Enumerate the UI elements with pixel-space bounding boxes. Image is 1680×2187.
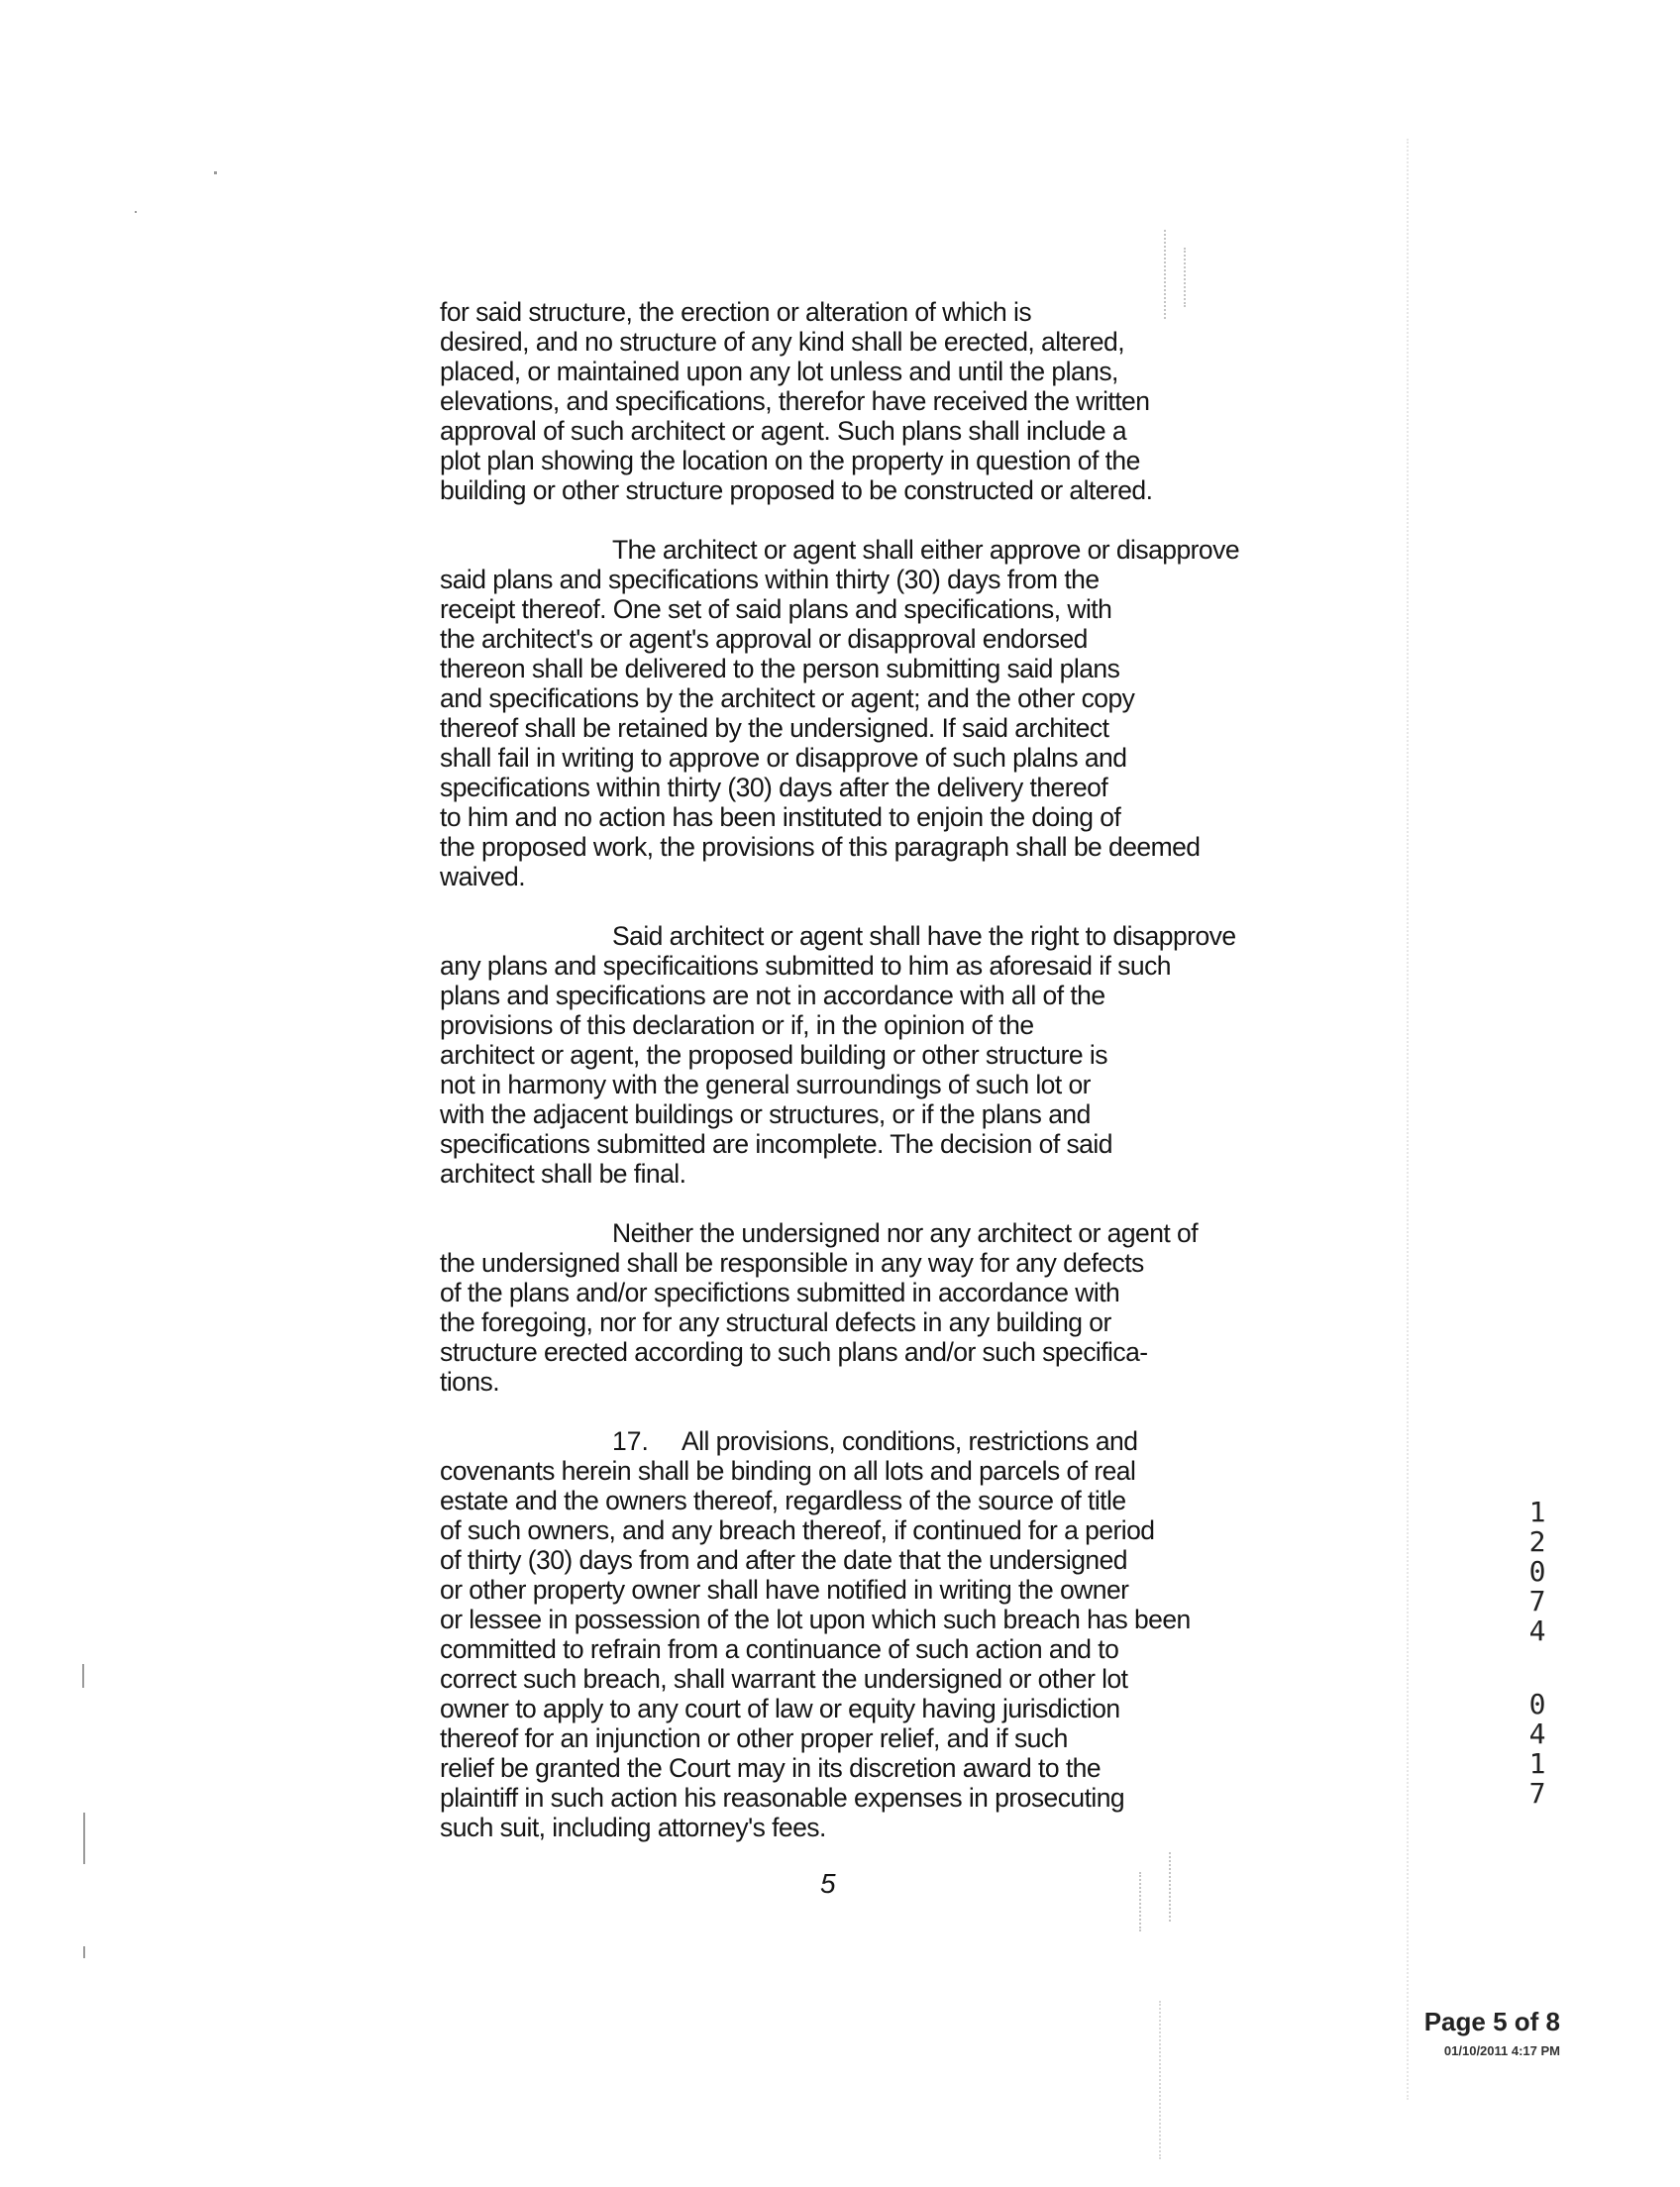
text-line: waived. [440, 862, 526, 891]
text-line: the undersigned shall be responsible in any way for any defects [440, 1248, 1144, 1278]
text-line: estate and the owners thereof, regardless of the source of title [440, 1486, 1126, 1515]
stamp-digit: 7 [1528, 1777, 1546, 1810]
scan-speck [214, 171, 217, 174]
page-number: 5 [820, 1868, 836, 1899]
text-line: with the adjacent buildings or structures, or if the plans and [440, 1099, 1091, 1129]
stamp-digit: 1 [1528, 1496, 1546, 1528]
text-line: desired, and no structure of any kind shall be erected, altered, [440, 327, 1125, 357]
text-line: to him and no action has been instituted to enjoin the doing of [440, 802, 1121, 832]
text-line: of thirty (30) days from and after the date that the undersigned [440, 1545, 1127, 1575]
text-line: plaintiff in such action his reasonable expenses in prosecuting [440, 1783, 1125, 1813]
text-line: specifications within thirty (30) days after the delivery thereof [440, 773, 1108, 802]
text-line: not in harmony with the general surroundings of such lot or [440, 1070, 1091, 1099]
stamp-digit: 4 [1528, 1718, 1546, 1750]
text-line: for said structure, the erection or alteration of which is [440, 297, 1032, 327]
scan-bleed-mark [1169, 1852, 1171, 1922]
text-line: or lessee in possession of the lot upon which such breach has been [440, 1605, 1191, 1634]
section-number: 17. [612, 1426, 649, 1456]
stamp-digit: 0 [1528, 1688, 1546, 1720]
text-line: thereon shall be delivered to the person submitting said plans [440, 654, 1120, 683]
text-line: any plans and specificaitions submitted to him as aforesaid if such [440, 951, 1171, 981]
text-line: relief be granted the Court may in its discretion award to the [440, 1753, 1102, 1783]
text-line: and specifications by the architect or agent; and the other copy [440, 683, 1135, 713]
text-line: approval of such architect or agent. Such plans shall include a [440, 416, 1127, 446]
text-line: of such owners, and any breach thereof, if continued for a period [440, 1515, 1155, 1545]
text-line: shall fail in writing to approve or disapprove of such plalns and [440, 743, 1127, 773]
text-line: All provisions, conditions, restrictions and [682, 1426, 1138, 1456]
text-line: said plans and specifications within thirty (30) days from the [440, 565, 1100, 594]
text-line: plot plan showing the location on the property in question of the [440, 446, 1140, 475]
scan-speck [135, 211, 137, 213]
scan-bleed-mark [1159, 2001, 1161, 2159]
text-line: The architect or agent shall either approve or disapprove [612, 535, 1240, 565]
text-line: the proposed work, the provisions of this paragraph shall be deemed [440, 832, 1201, 862]
text-line: provisions of this declaration or if, in the opinion of the [440, 1010, 1034, 1040]
text-line: Neither the undersigned nor any architect or agent of [612, 1218, 1199, 1248]
footer-page-label: Page 5 of 8 [1423, 2007, 1560, 2036]
text-line: elevations, and specifications, therefor have received the written [440, 386, 1150, 416]
text-line: committed to refrain from a continuance of such action and to [440, 1634, 1119, 1664]
text-line: thereof for an injunction or other proper relief, and if such [440, 1723, 1068, 1753]
scan-speck [83, 1946, 85, 1958]
stamp-digit: 7 [1528, 1585, 1546, 1617]
text-line: or other property owner shall have notified in writing the owner [440, 1575, 1129, 1605]
stamp-digit: 1 [1528, 1747, 1546, 1780]
text-line: of the plans and/or specifictions submitted in accordance with [440, 1278, 1120, 1307]
scan-bleed-mark [1164, 230, 1166, 319]
text-line: the foregoing, nor for any structural defects in any building or [440, 1307, 1111, 1337]
text-line: tions. [440, 1367, 500, 1397]
stamp-digit: 4 [1528, 1614, 1546, 1647]
text-line: building or other structure proposed to be constructed or altered. [440, 475, 1153, 505]
text-line: owner to apply to any court of law or equity having jurisdiction [440, 1694, 1120, 1723]
scan-bleed-mark [1184, 248, 1186, 307]
text-line: correct such breach, shall warrant the undersigned or other lot [440, 1664, 1128, 1694]
stamp-digit: 2 [1528, 1525, 1546, 1558]
text-line: specifications submitted are incomplete. The decision of said [440, 1129, 1112, 1159]
text-line: receipt thereof. One set of said plans and specifications, with [440, 594, 1112, 624]
text-line: thereof shall be retained by the undersigned. If said architect [440, 713, 1109, 743]
text-line: placed, or maintained upon any lot unless and until the plans, [440, 357, 1118, 386]
scan-bleed-mark [1139, 1872, 1141, 1931]
text-line: the architect's or agent's approval or disapproval endorsed [440, 624, 1088, 654]
text-line: structure erected according to such plans and/or such specifica- [440, 1337, 1148, 1367]
text-line: Said architect or agent shall have the right to disapprove [612, 921, 1236, 951]
text-line: such suit, including attorney's fees. [440, 1813, 826, 1842]
scan-speck [82, 1664, 84, 1688]
stamp-digit: 0 [1528, 1555, 1546, 1588]
text-line: plans and specifications are not in accordance with all of the [440, 981, 1105, 1010]
scan-speck [83, 1813, 85, 1864]
footer-timestamp: 01/10/2011 4:17 PM [1443, 2043, 1560, 2058]
scan-bleed-mark [1407, 139, 1409, 2100]
text-line: architect or agent, the proposed building or other structure is [440, 1040, 1107, 1070]
text-line: covenants herein shall be binding on all lots and parcels of real [440, 1456, 1136, 1486]
text-line: architect shall be final. [440, 1159, 686, 1189]
